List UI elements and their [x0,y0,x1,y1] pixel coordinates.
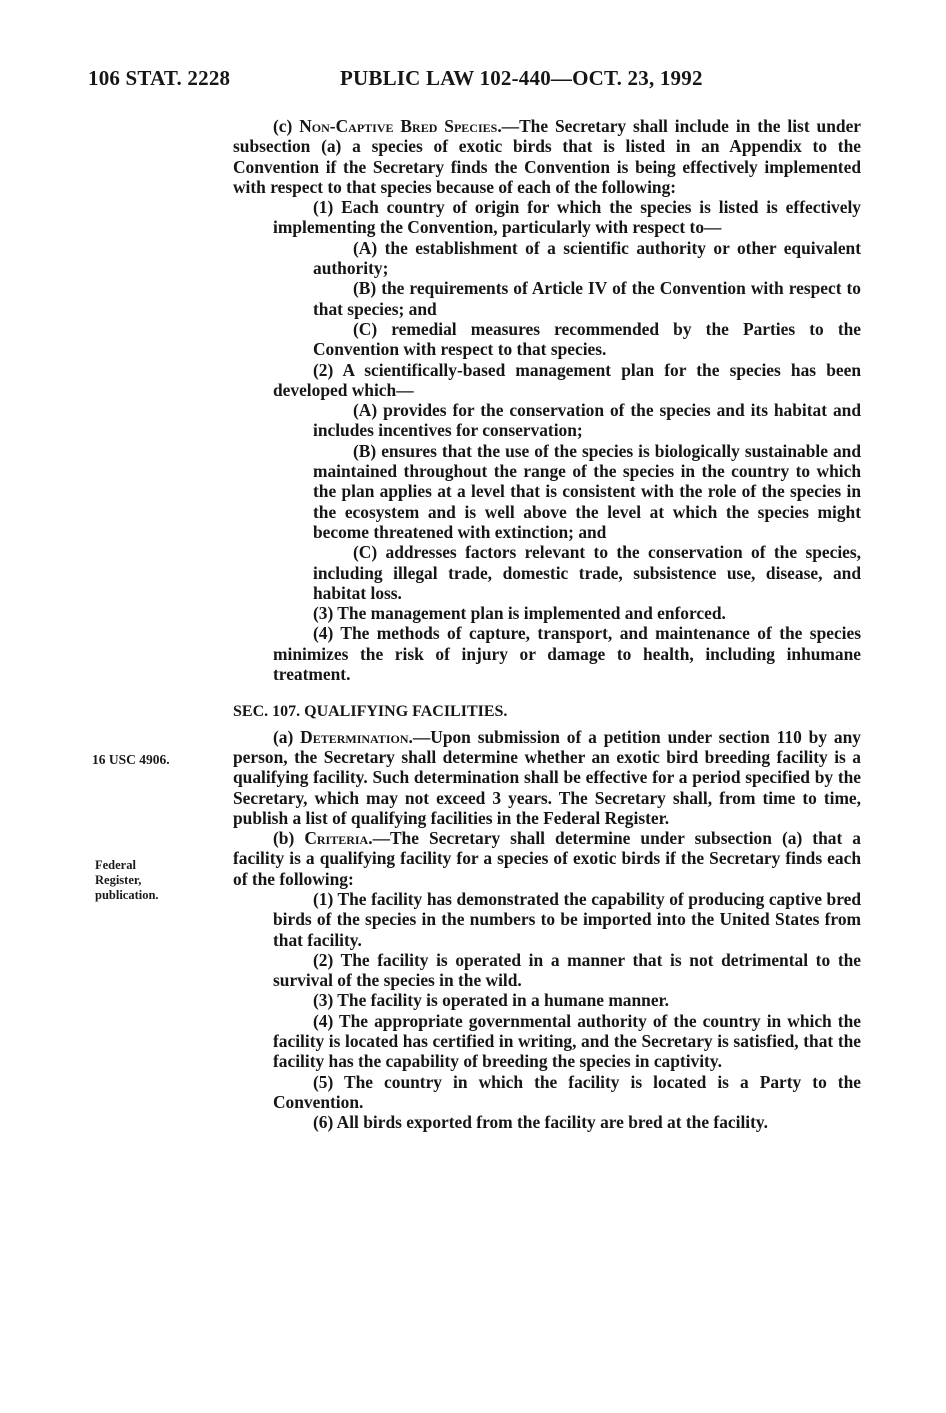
margin-note-line: Register, [95,873,142,887]
subsection-text: .—The Secretary shall include in the list under subsection (a) a species of exotic birds that is listed in an Appendix to the Convention if the Secretary finds the Convention is being effectively implemented with respect to that species because of each of the following: [233,116,862,197]
clause-c2c: (C) addresses factors relevant to the conservation of the species, including illegal trade, domestic trade, subsistence use, disease, and habitat loss. [313,542,861,603]
section-107-heading: SEC. 107. QUALIFYING FACILITIES. [233,703,508,721]
clause-c2a: (A) provides for the conservation of the species and its habitat and includes incentives for conservation; [313,400,861,441]
subsection-heading: Non-Captive Bred Species [299,116,498,136]
subsection-label: (a) [273,726,301,747]
paragraph-b1: (1) The facility has demonstrated the capability of producing captive bred birds of the species in the numbers to be imported into the United States from that facility. [273,888,861,950]
subsection-label: (c) [273,116,300,136]
subsection-text: .—The Secretary shall determine under subsection (a) that a facility is a qualifying facility for a species of exotic birds if the Secretary finds each of the following: [233,828,861,889]
body-text [233,116,861,1133]
margin-note-federal-register [95,858,205,903]
clause-c2b: (B) ensures that the use of the species is biologically sustainable and maintained throughout the range of the species in the country to which the plan applies at a level that is consistent with the role of the species in the ecosystem and is well above the level at which the species might become threatened with extinction; and [313,440,861,542]
paragraph-b4: (4) The appropriate governmental authority of the country in which the facility is located has certified in writing, and the Secretary is satisfied, that the facility has the capability of breeding the species in captivity. [273,1010,861,1072]
subsection-heading: Criteria [304,828,369,849]
paragraph-b2: (2) The facility is operated in a manner that is not detrimental to the survival of the species in the wild. [273,949,861,991]
subsection-a [233,727,861,828]
clause-c1c: (C) remedial measures recommended by the Parties to the Convention with respect to that species. [313,318,861,360]
paragraph-c4: (4) The methods of capture, transport, and maintenance of the species minimizes the risk of injury or damage to health, including inhumane treatment. [273,623,861,685]
paragraph-b3: (3) The facility is operated in a humane manner. [313,990,670,1011]
margin-note-usc: 16 USC 4906. [92,752,170,767]
paragraph-c2: (2) A scientifically-based management plan for the species has been developed which— [273,359,861,400]
clause-c1b: (B) the requirements of Article IV of the Convention with respect to that species; and [313,278,861,319]
running-header-title: PUBLIC LAW 102-440—OCT. 23, 1992 [340,66,703,90]
subsection-label: (b) [273,828,305,849]
margin-note-line: Federal [95,858,136,872]
subsection-b [233,828,861,889]
clause-c1a: (A) the establishment of a scientific authority or other equivalent authority; [313,237,861,279]
paragraph-c1: (1) Each country of origin for which the species is listed is effectively implementing the Convention, particularly with respect to— [273,197,861,238]
subsection-heading: Determination [300,726,409,747]
margin-note-line: publication. [95,888,159,902]
stat-page-number: 106 STAT. 2228 [88,66,231,90]
paragraph-b6: (6) All birds exported from the facility are bred at the facility. [313,1112,768,1133]
paragraph-c3: (3) The management plan is implemented and enforced. [313,603,726,624]
paragraph-b5: (5) The country in which the facility is located is a Party to the Convention. [273,1071,861,1112]
subsection-c [233,116,861,197]
subsection-text: .—Upon submission of a petition under section 110 by any person, the Secretary shall determine whether an exotic bird breeding facility is a qualifying facility. Such determination shall be effective for a period specified by the Secretary, which may not exceed 3 years. The Secretary shall, from time to time, publish a list of qualifying facilities in the Federal Register. [233,726,861,828]
